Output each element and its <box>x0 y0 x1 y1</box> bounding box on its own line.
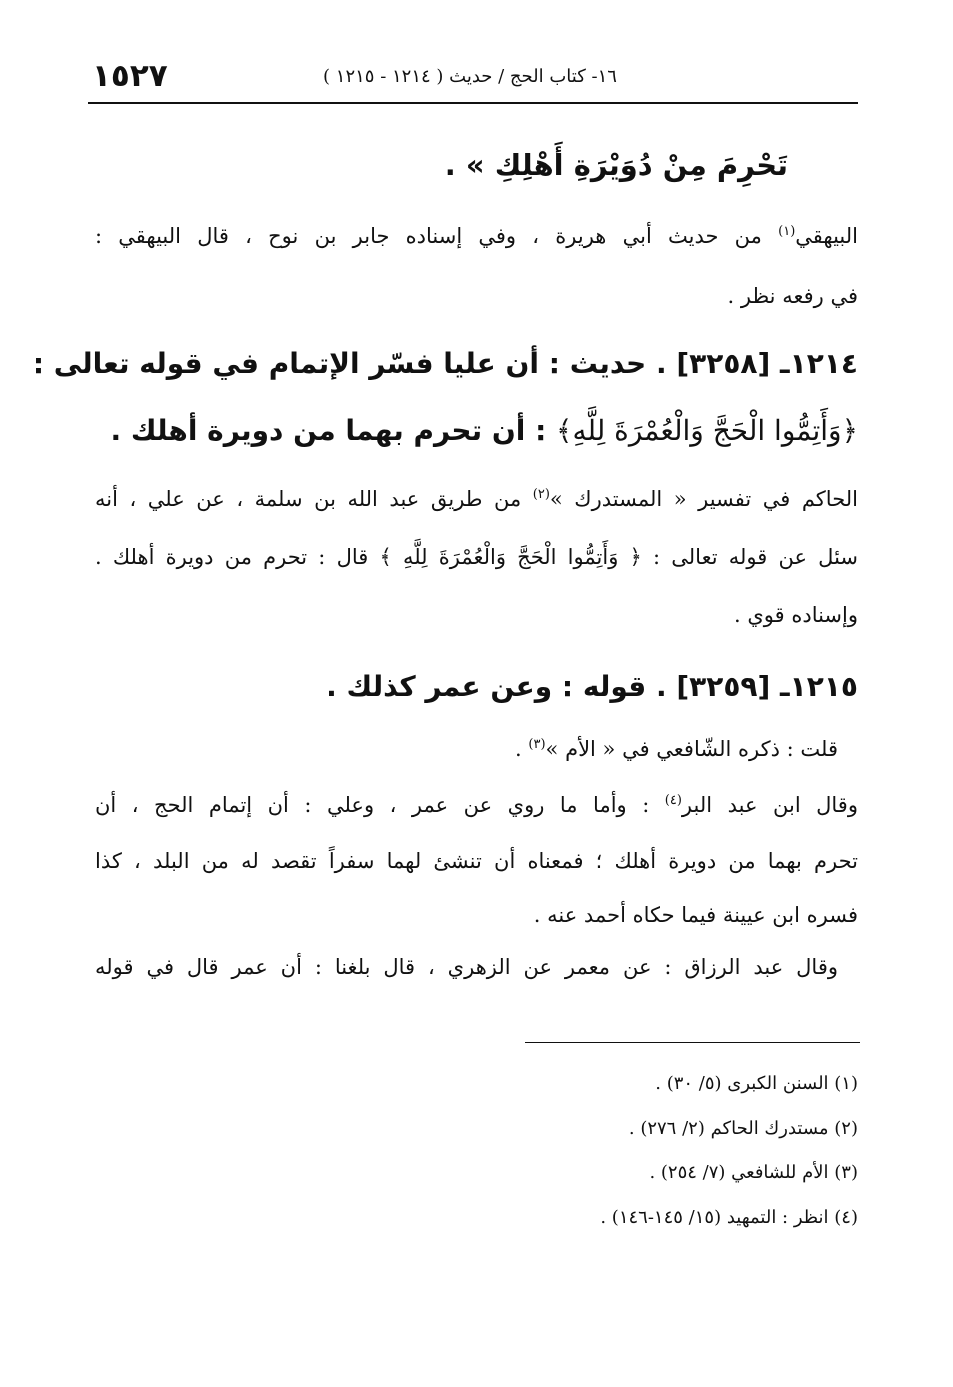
footnote-marker: (١) <box>778 224 796 239</box>
page-number: ١٥٢٧ <box>92 58 168 94</box>
paragraph-line <box>95 487 858 511</box>
footnote-marker: (٤) <box>664 793 682 808</box>
hadith-heading-1215: ١٢١٥ـ [٣٢٥٩] . قوله : وعن عمر كذلك . <box>326 670 858 703</box>
paragraph-line: سئل عن قوله تعالى : ﴿ وَأَتِمُّوا الْحَجَّ وَالْعُمْرَةَ لِلَّهِ ﴾ قال : تحرم من دويرة أهلك . <box>95 545 858 569</box>
text-run: من طريق عبد الله بن سلمة ، عن علي ، أنه <box>95 487 533 511</box>
text-run: الحاكم في تفسير « المستدرك » <box>549 487 858 511</box>
continued-hadith-text: تَحْرِمَ مِنْ دُوَيْرَةِ أَهْلِكِ » . <box>444 148 788 182</box>
footnote-marker: (٣) <box>528 737 546 752</box>
paragraph-line: فسره ابن عيينة فيما حكاه أحمد عنه . <box>533 903 858 927</box>
text-run: : وأما ما روي عن عمر ، وعلي : أن إتمام الحج ، أن <box>95 793 665 817</box>
footnote-rule <box>525 1042 860 1043</box>
footnote-marker: (٢) <box>532 487 550 502</box>
running-title: ١٦- كتاب الحج / حديث ( ١٢١٤ - ١٢١٥ ) <box>323 66 617 87</box>
paragraph-line: في رفعه نظر . <box>727 284 858 308</box>
text-run: من حديث أبي هريرة ، وفي إسناده جابر بن نوح ، قال البيهقي : <box>95 224 779 248</box>
paragraph-line <box>95 224 858 248</box>
paragraph-line <box>515 737 838 761</box>
paragraph-line: وقال عبد الرزاق : عن معمر عن الزهري ، قال بلغنا : أن عمر قال في قوله <box>95 955 838 979</box>
text-run: : أن تحرم بهما من دويرة أهلك . <box>110 414 557 447</box>
paragraph-line <box>95 793 858 817</box>
header-rule <box>88 102 858 104</box>
footnote: (١) السنن الكبرى (٥/ ٣٠) . <box>655 1073 858 1094</box>
text-run: وقال ابن عبد البر <box>681 793 858 817</box>
text-run: البيهقي <box>795 224 858 248</box>
footnote: (٢) مستدرك الحاكم (٢/ ٢٧٦) . <box>628 1118 858 1139</box>
quran-verse: ﴿وَأَتِمُّوا الْحَجَّ وَالْعُمْرَةَ لِلَّهِ﴾ <box>556 414 858 447</box>
paragraph-line: وإسناده قوي . <box>733 603 858 627</box>
hadith-heading-1214: ١٢١٤ـ [٣٢٥٨] . حديث : أن عليا فسّر الإتمام في قوله تعالى : <box>32 347 858 380</box>
footnote: (٤) انظر : التمهيد (١٥/ ١٤٥-١٤٦) . <box>600 1207 858 1228</box>
hadith-heading-1214-cont <box>111 414 858 447</box>
footnote: (٣) الأم للشافعي (٧/ ٢٥٤) . <box>649 1162 858 1183</box>
paragraph-line: تحرم بهما من دويرة أهلك ؛ فمعناه أن تنشئ لهما سفراً تقصد له من البلد ، كذا <box>95 849 858 873</box>
text-run: قلت : ذكره الشّافعي في « الأم » <box>545 737 838 761</box>
text-run: . <box>515 737 529 761</box>
